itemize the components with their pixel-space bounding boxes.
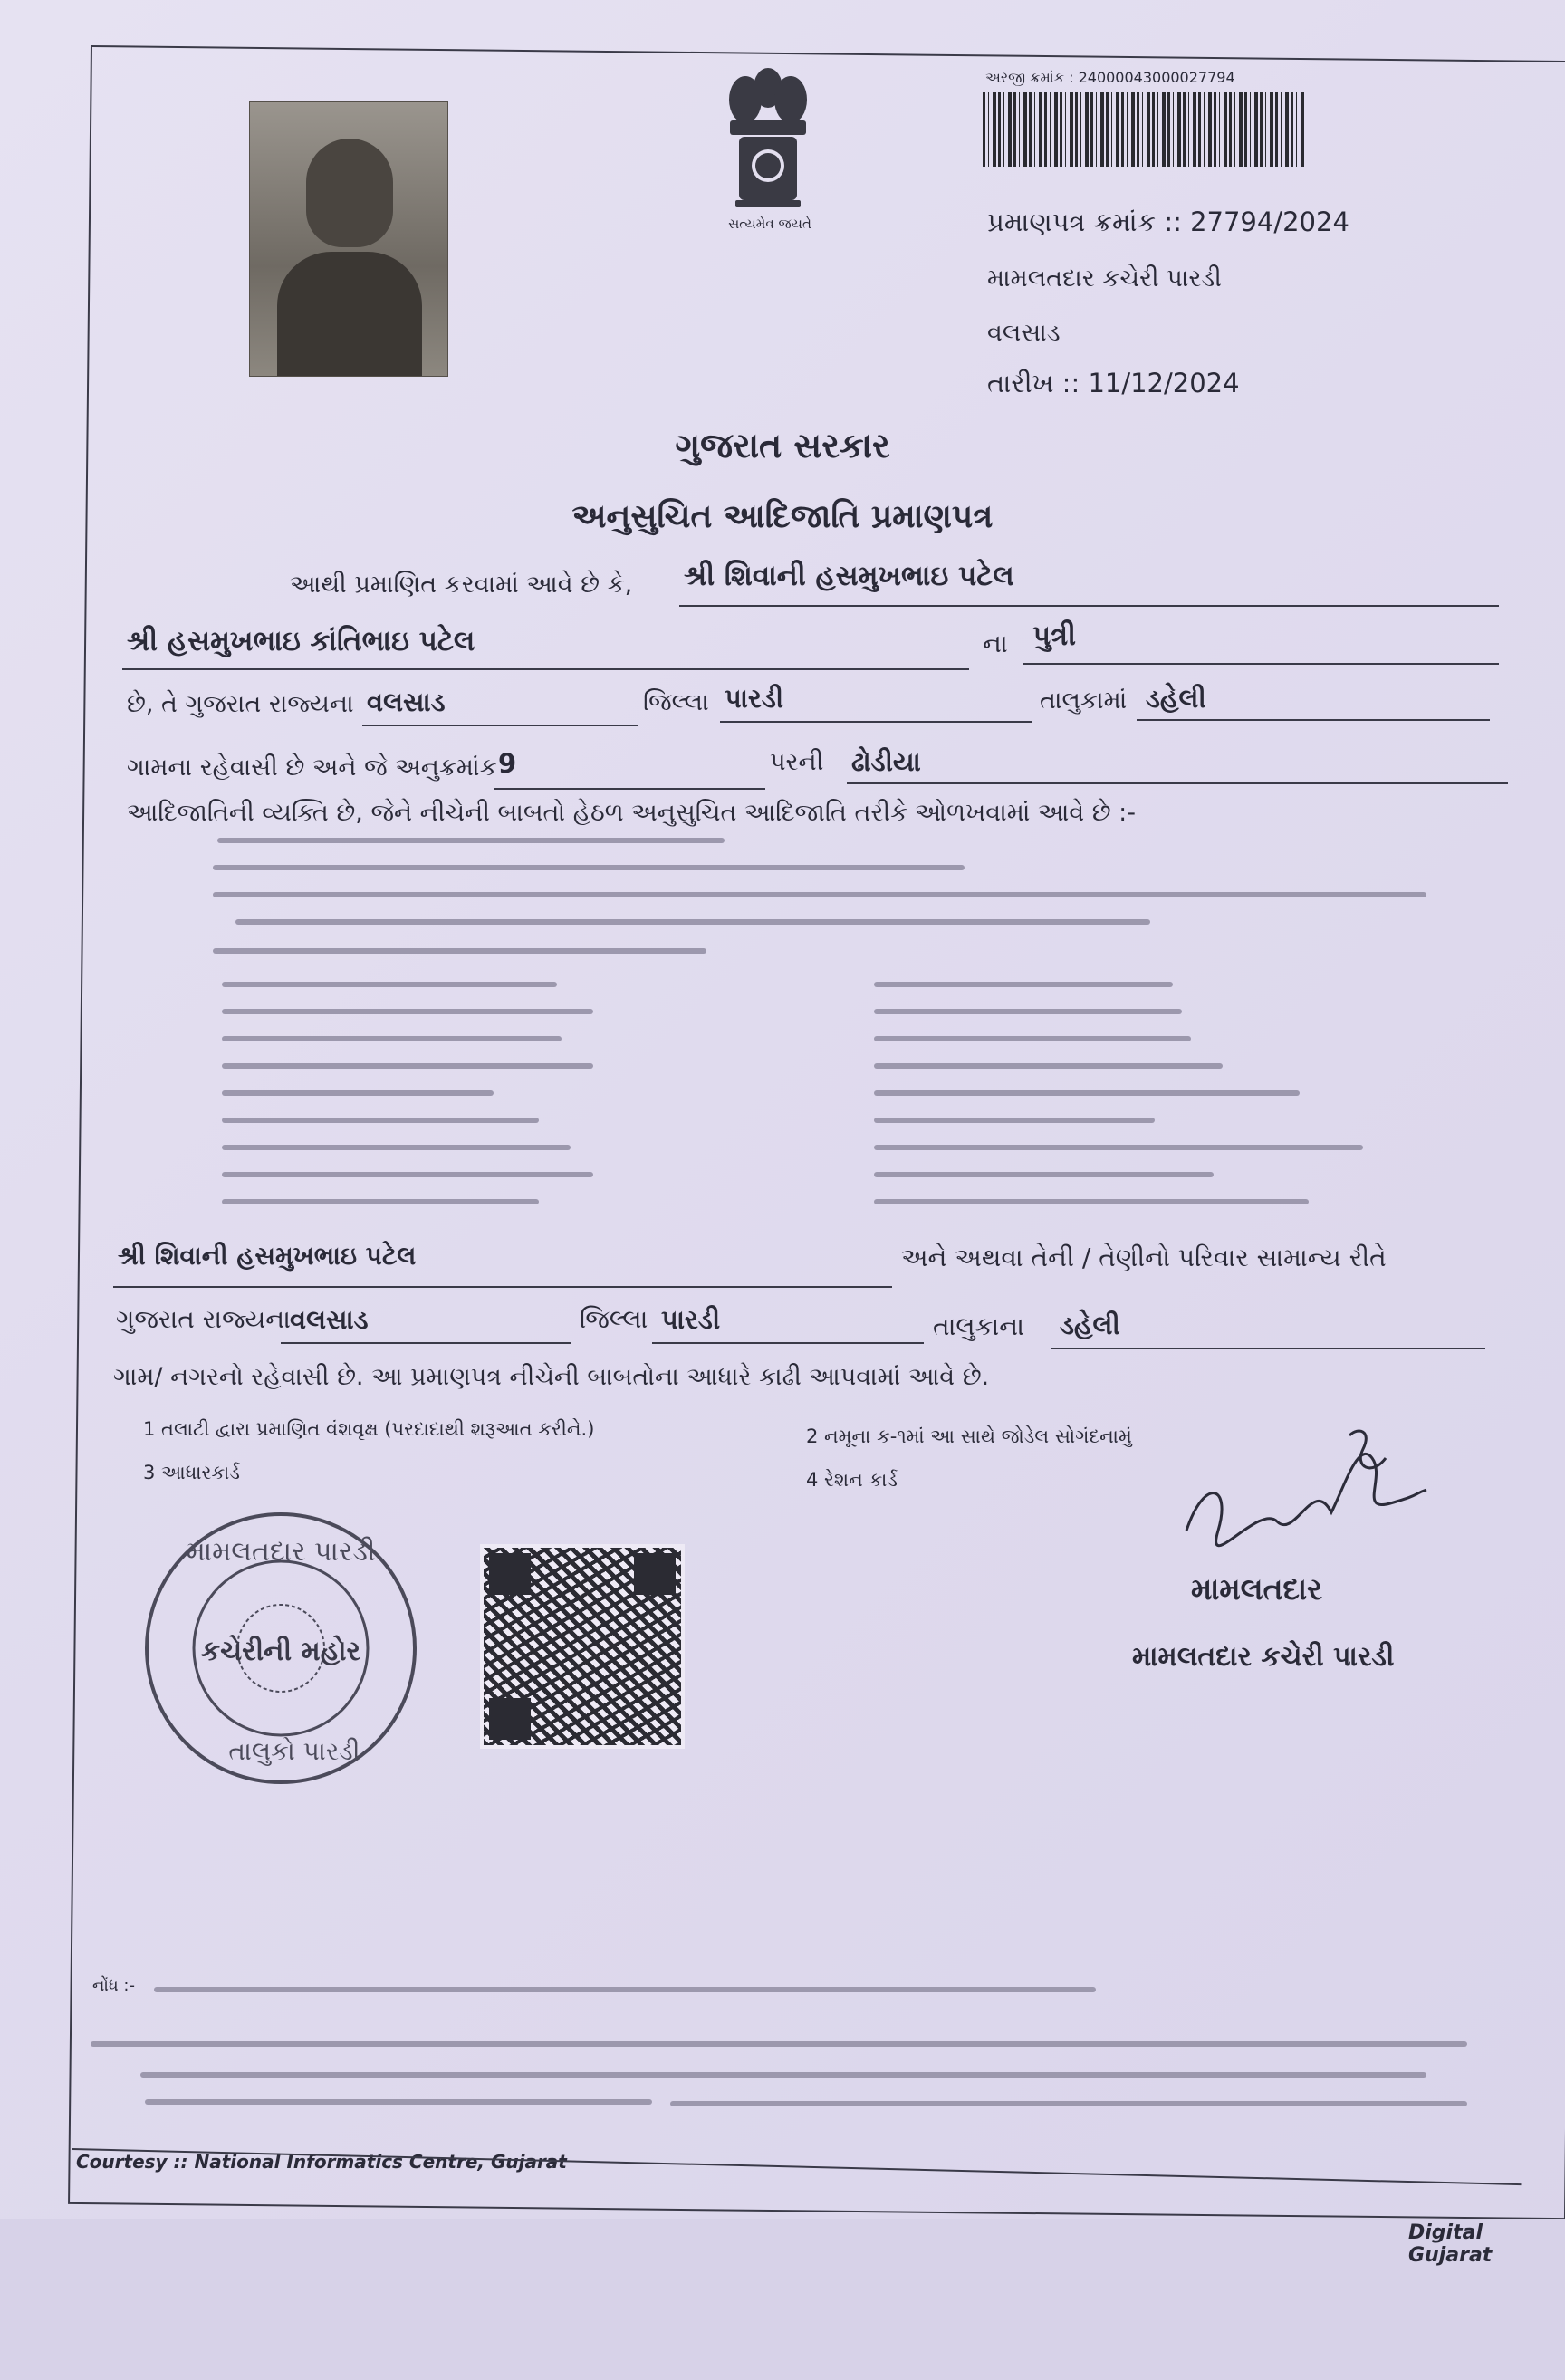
courtesy-text: Courtesy :: National Informatics Centre, Gujarat bbox=[76, 2151, 567, 2173]
svg-text:તાલુકો પારડી: તાલુકો પારડી bbox=[228, 1736, 360, 1766]
applicant-photo bbox=[249, 101, 448, 377]
government-title: ગુજરાત સરકાર bbox=[675, 426, 890, 465]
certificate-title: અનુસુચિત આદિજાતિ પ્રમાણપત્ર bbox=[571, 498, 994, 535]
tribe-statement: આદિજાતિની વ્યક્તિ છે, જેને નીચેની બાબતો હેઠળ અનુસુચિત આદિજાતિ તરીકે ઓળખવામાં આવે છે :- bbox=[127, 799, 1137, 827]
district-value: વલસાડ bbox=[367, 686, 446, 717]
intro-text: આથી પ્રમાણિત કરવામાં આવે છે કે, bbox=[290, 571, 633, 599]
district-value-2: વલસાડ bbox=[290, 1304, 369, 1335]
signatory-office: મામલતદાર કચેરી પારડી bbox=[1132, 1641, 1395, 1673]
legal-references-right bbox=[874, 982, 1390, 1226]
relation-underline bbox=[1023, 663, 1499, 665]
national-emblem-icon bbox=[705, 50, 831, 231]
verification-qr-code bbox=[480, 1544, 685, 1749]
district-label: જિલ્લા bbox=[643, 688, 709, 716]
person-name-underline bbox=[113, 1286, 892, 1288]
of-label: ના bbox=[983, 629, 1008, 658]
application-number: અરજી ક્રમાંક : 24000043000027794 bbox=[985, 69, 1235, 86]
certificate-number-label: પ્રમાણપત્ર ક્રમાંક bbox=[987, 206, 1157, 237]
taluka-label-2: તાલુકાના bbox=[933, 1311, 1024, 1341]
certificate-number-row bbox=[987, 206, 1349, 238]
village-underline bbox=[1137, 719, 1490, 721]
legal-references-left bbox=[222, 982, 602, 1226]
village-value-2: ડહેલી bbox=[1060, 1310, 1120, 1340]
tribe-underline bbox=[847, 782, 1508, 784]
taluka-value-2: પારડી bbox=[661, 1304, 721, 1335]
document-item-1: 1 તલાટી દ્વારા પ્રમાણિત વંશવૃક્ષ (પરદાદાથી શરૂઆત કરીને.) bbox=[143, 1418, 595, 1440]
svg-text:કચેરીની મહોર: કચેરીની મહોર bbox=[200, 1636, 361, 1667]
document-item-4: 4 રેશન કાર્ડ bbox=[806, 1469, 898, 1491]
signatory-designation: મામલતદાર bbox=[1191, 1571, 1323, 1607]
serial-number: 9 bbox=[498, 748, 517, 779]
document-item-2: 2 નમૂના ક-૧માં આ સાથે જોડેલ સોગંદનામું bbox=[806, 1425, 1132, 1447]
village-underline-2 bbox=[1051, 1348, 1485, 1349]
taluka-underline bbox=[720, 721, 1032, 723]
tribe-name: ઢોડીયા bbox=[851, 746, 921, 777]
father-name: શ્રી હસમુખભાઇ કાંતિભાઇ પટેલ bbox=[127, 625, 475, 657]
office-seal-stamp bbox=[140, 1508, 421, 1789]
applicant-name: શ્રી શિવાની હસમુખભાઇ પટેલ bbox=[684, 560, 1014, 592]
issuing-district: વલસાડ bbox=[987, 319, 1061, 347]
basis-text: ગામ/ નગરનો રહેવાસી છે. આ પ્રમાણપત્ર નીચેની બાબતોના આધારે કાઢી આપવામાં આવે છે. bbox=[113, 1363, 990, 1391]
issue-date-row bbox=[987, 368, 1240, 399]
barcode bbox=[983, 92, 1304, 167]
state-text: છે, તે ગુજરાત રાજ્યના bbox=[127, 690, 354, 718]
taluka-label: તાલુકામાં bbox=[1040, 686, 1128, 715]
person-name-repeat: શ્રી શિવાની હસમુખભાઇ પટેલ bbox=[118, 1241, 417, 1271]
issue-date: 11/12/2024 bbox=[1088, 368, 1240, 398]
family-text: અને અથવા તેની / તેણીનો પરિવાર સામાન્ય રીતે bbox=[901, 1243, 1387, 1272]
page-bottom-margin bbox=[0, 2219, 1565, 2380]
emblem-caption: સત્યમેવ જયતે bbox=[728, 216, 811, 232]
digital-gujarat-brand: Digital Gujarat bbox=[1408, 2222, 1493, 2267]
district-underline-2 bbox=[281, 1342, 571, 1344]
applicant-name-underline bbox=[679, 605, 1499, 607]
issuing-office: મામલતદાર કચેરી પારડી bbox=[987, 264, 1222, 293]
village-value: ડહેલી bbox=[1146, 683, 1206, 714]
father-name-underline bbox=[122, 668, 969, 670]
taluka-value: પારડી bbox=[725, 683, 784, 714]
document-item-3: 3 આધારકાર્ડ bbox=[143, 1462, 240, 1483]
certificate-number: :: 27794/2024 bbox=[1164, 206, 1349, 237]
date-label: તારીખ :: bbox=[987, 368, 1080, 398]
on-label: પરની bbox=[770, 748, 824, 776]
svg-text:મામલતદાર પારડી: મામલતદાર પારડી bbox=[186, 1536, 376, 1568]
note-label: નોંધ :- bbox=[92, 1976, 135, 1995]
district-underline bbox=[362, 725, 638, 726]
serial-underline bbox=[494, 788, 765, 790]
relation: પુત્રી bbox=[1032, 619, 1077, 652]
notes-fine-print bbox=[91, 1974, 1503, 2128]
handwritten-signature bbox=[1177, 1422, 1431, 1567]
resident-text: ગામના રહેવાસી છે અને જે અનુક્રમાંક bbox=[127, 753, 497, 782]
district-label-2: જિલ્લા bbox=[580, 1304, 648, 1334]
taluka-underline-2 bbox=[652, 1342, 924, 1344]
state-text-2: ગુજરાત રાજ્યના bbox=[116, 1304, 292, 1334]
